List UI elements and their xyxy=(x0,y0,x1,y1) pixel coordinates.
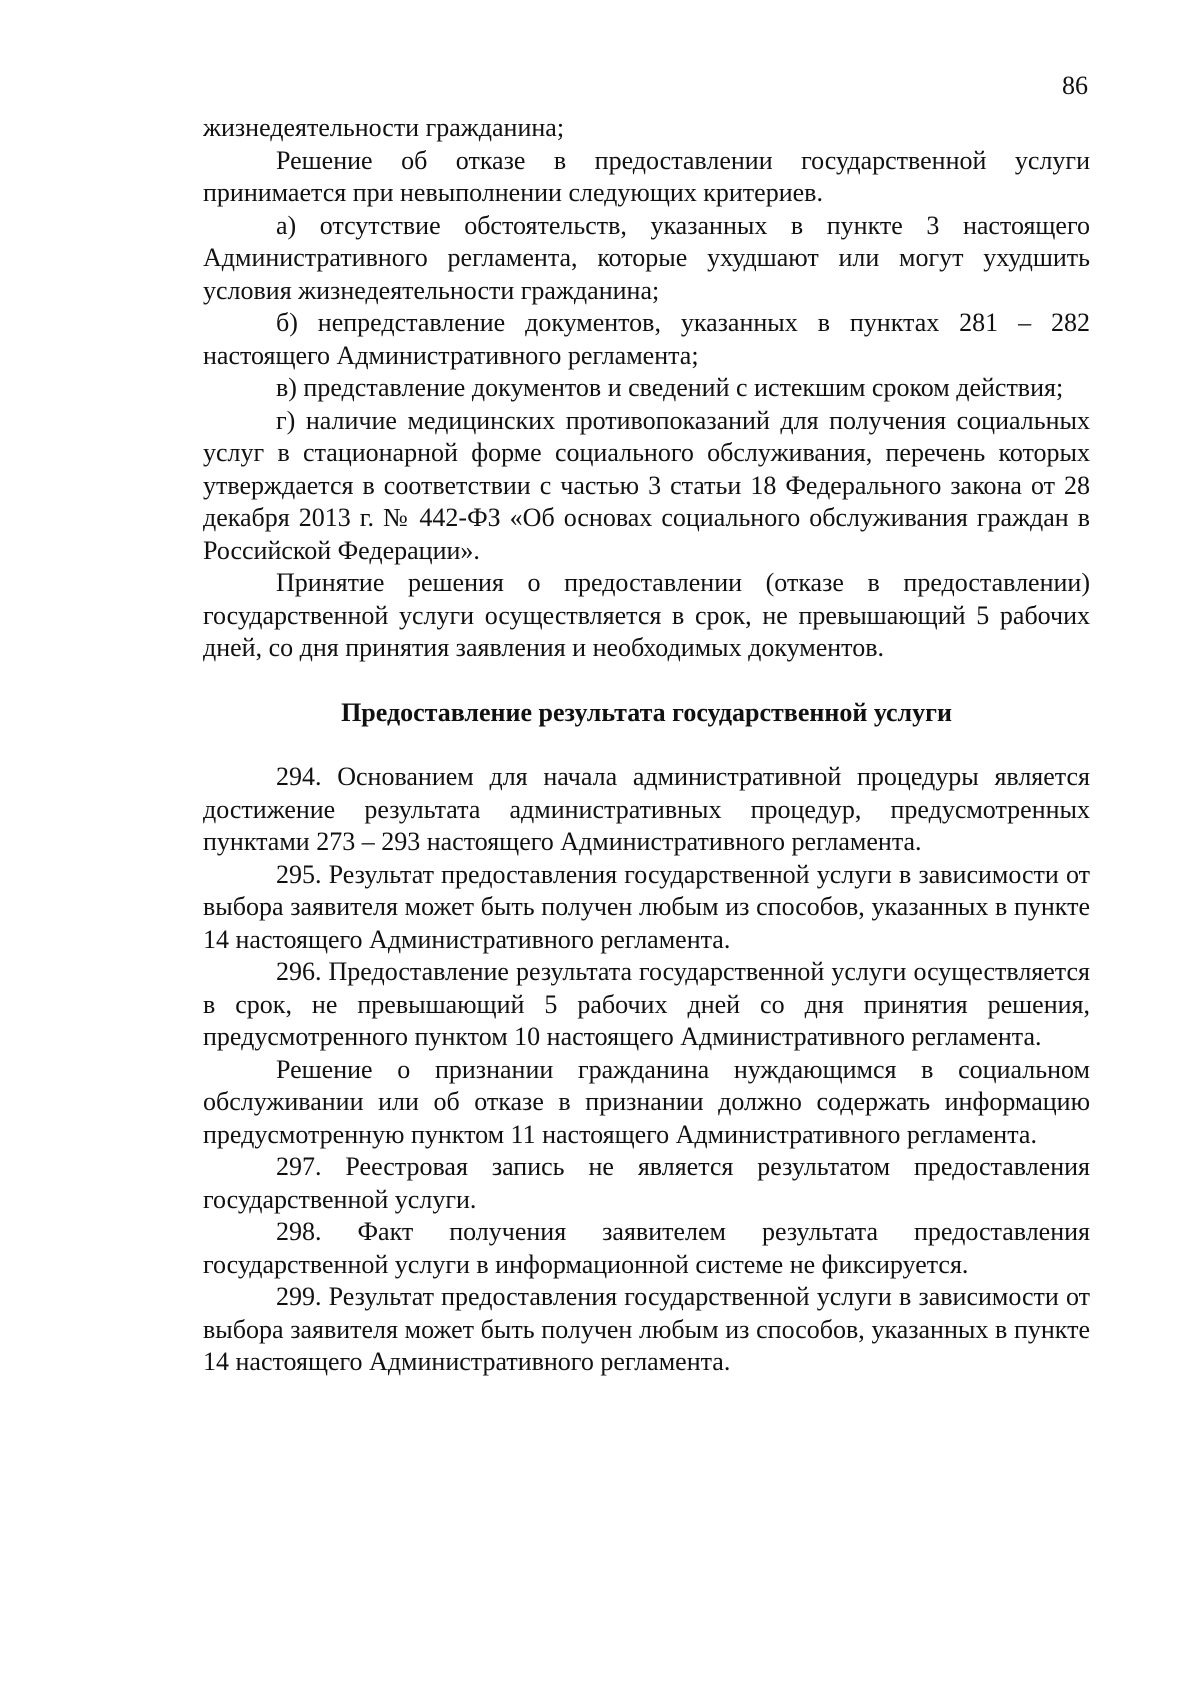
paragraph: Решение об отказе в предоставлении государственной услуги принимается при невыполнении следующих критериев. xyxy=(203,145,1090,207)
clause-297: 297. Реестровая запись не является результатом предоставления государственной услуги. xyxy=(203,1152,1090,1214)
clause-295: 295. Результат предоставления государственной услуги в зависимости от выбора заявителя может быть получен любым из способов, указанных в пункте 14 настоящего Административного регламента. xyxy=(203,859,1090,954)
clause-299: 299. Результат предоставления государственной услуги в зависимости от выбора заявителя может быть получен любым из способов, указанных в пункте 14 настоящего Административного регламента. xyxy=(203,1282,1090,1376)
clause-298: 298. Факт получения заявителем результата предоставления государственной услуги в информационной системе не фиксируется. xyxy=(203,1217,1090,1279)
paragraph: жизнедеятельности гражданина; xyxy=(203,113,565,142)
paragraph: Принятие решения о предоставлении (отказе в предоставлении) государственной услуги осуществляется в срок, не превышающий 5 рабочих дней, со дня принятия заявления и необходимых документов. xyxy=(203,568,1090,662)
page-number: 86 xyxy=(1062,71,1088,100)
list-item-g: г) наличие медицинских противопоказаний для получения социальных услуг в стационарной форме социального обслуживания, перечень которых утверждается в соответствии с частью 3 статьи 18 Федерального закона от 28 декабря 2013 г. № 442-ФЗ «Об основах социального обслуживания граждан в Российской Федерации». xyxy=(203,405,1090,565)
document-body xyxy=(203,112,1090,1379)
clause-294: 294. Основанием для начала административной процедуры является достижение результата административных процедур, предусмотренных пунктами 273 – 293 настоящего Административного регламента. xyxy=(203,762,1090,856)
list-item-a: а) отсутствие обстоятельств, указанных в пункте 3 настоящего Административного регламента, которые ухудшают или могут ухудшить условия жизнедеятельности гражданина; xyxy=(203,210,1090,305)
section-heading: Предоставление результата государственной услуги xyxy=(341,697,952,727)
paragraph: Решение о признании гражданина нуждающимся в социальном обслуживании или об отказе в признании должно содержать информацию предусмотренную пунктом 11 настоящего Административного регламента. xyxy=(203,1054,1090,1149)
list-item-v: в) представление документов и сведений с истекшим сроком действия; xyxy=(276,373,1064,402)
list-item-b: б) непредставление документов, указанных в пунктах 281 – 282 настоящего Административного регламента; xyxy=(203,308,1090,370)
clause-296: 296. Предоставление результата государственной услуги осуществляется в срок, не превышающий 5 рабочих дней со дня принятия решения, предусмотренного пунктом 10 настоящего Административного регламента. xyxy=(203,957,1090,1051)
